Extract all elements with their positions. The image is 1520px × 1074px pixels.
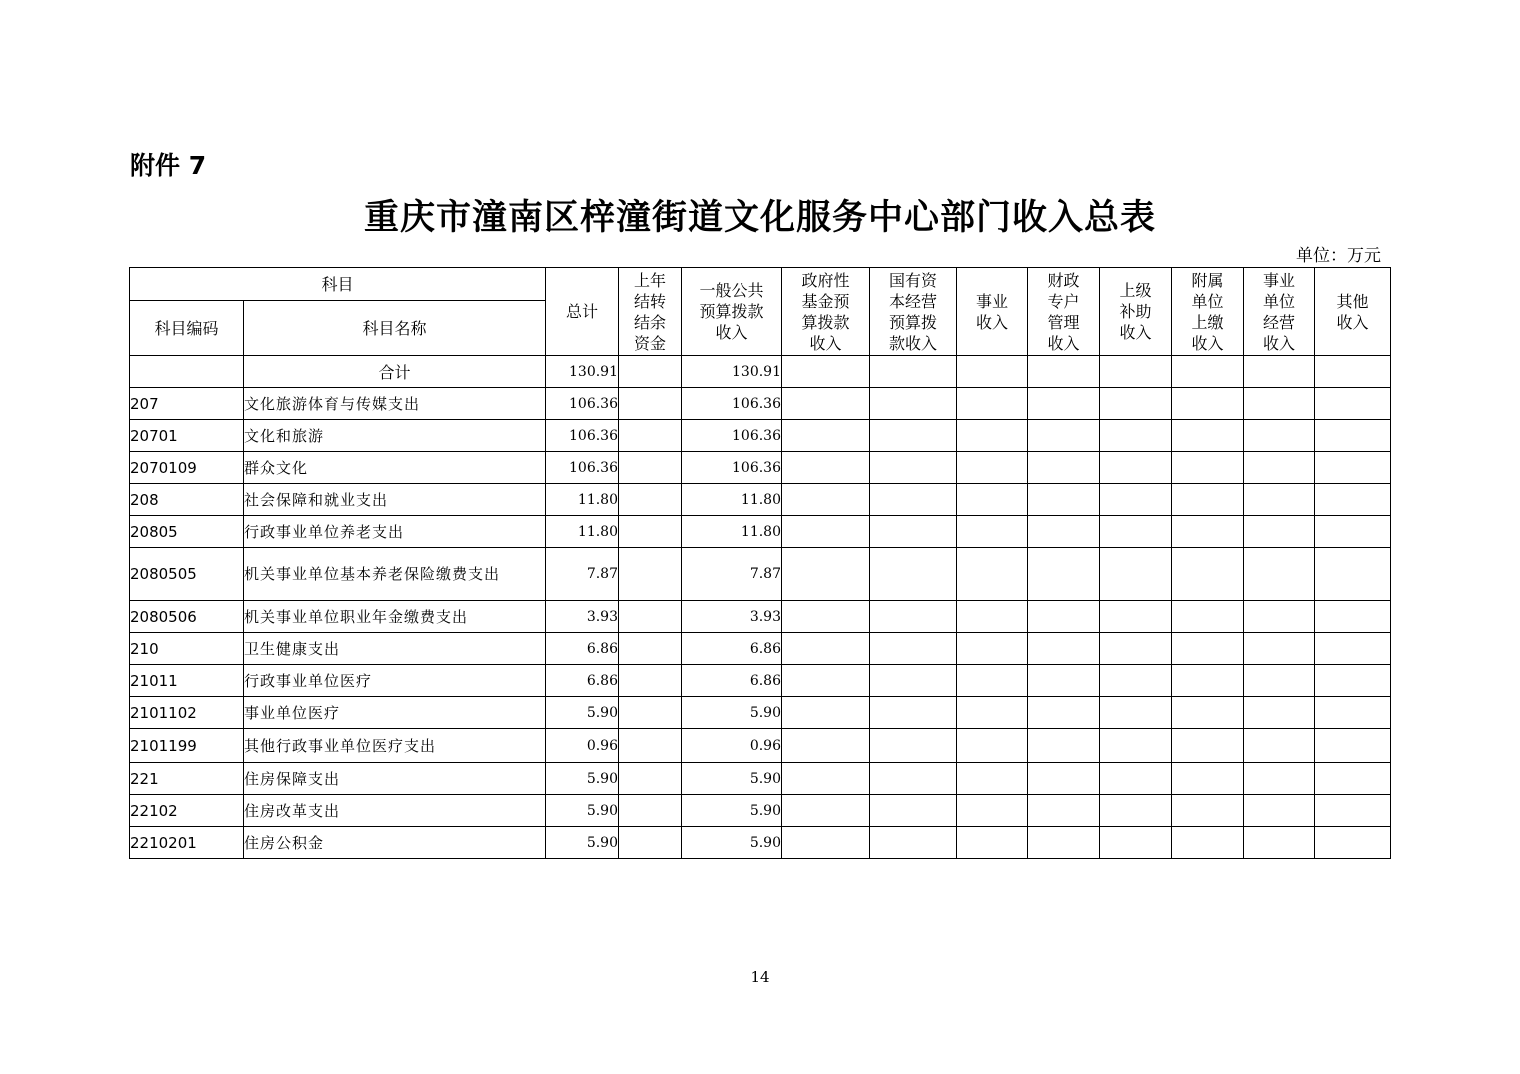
income-table	[129, 267, 1391, 859]
summary-general: 130.91	[682, 356, 782, 388]
row-general: 5.90	[682, 697, 782, 729]
row-code: 20701	[130, 420, 244, 452]
table-row	[130, 516, 1391, 548]
row-code: 21011	[130, 665, 244, 697]
row-name: 其他行政事业单位医疗支出	[244, 729, 546, 763]
table-row	[130, 388, 1391, 420]
row-name: 卫生健康支出	[244, 633, 546, 665]
row-total: 5.90	[546, 763, 619, 795]
table-row	[130, 763, 1391, 795]
row-name: 住房改革支出	[244, 795, 546, 827]
row-name: 住房保障支出	[244, 763, 546, 795]
table-row	[130, 795, 1391, 827]
table-row	[130, 665, 1391, 697]
row-code: 207	[130, 388, 244, 420]
table-header	[130, 268, 1391, 356]
row-name: 住房公积金	[244, 827, 546, 859]
row-general: 6.86	[682, 665, 782, 697]
row-general: 11.80	[682, 484, 782, 516]
header-business-income: 事业 收入	[957, 268, 1028, 356]
row-code: 208	[130, 484, 244, 516]
header-code: 科目编码	[130, 301, 244, 356]
row-code: 20805	[130, 516, 244, 548]
header-subject: 科目	[130, 268, 546, 301]
row-general: 6.86	[682, 633, 782, 665]
table-row	[130, 729, 1391, 763]
row-code: 2070109	[130, 452, 244, 484]
table-row	[130, 452, 1391, 484]
row-code: 22102	[130, 795, 244, 827]
row-total: 11.80	[546, 484, 619, 516]
table-row	[130, 548, 1391, 601]
header-general-budget: 一般公共 预算拨款 收入	[682, 268, 782, 356]
table-row	[130, 633, 1391, 665]
row-general: 0.96	[682, 729, 782, 763]
row-general: 11.80	[682, 516, 782, 548]
row-general: 5.90	[682, 795, 782, 827]
row-total: 0.96	[546, 729, 619, 763]
row-total: 106.36	[546, 420, 619, 452]
table-body	[130, 356, 1391, 859]
row-name: 文化和旅游	[244, 420, 546, 452]
row-total: 6.86	[546, 665, 619, 697]
table-row	[130, 420, 1391, 452]
header-affiliated-remit: 附属 单位 上缴 收入	[1172, 268, 1244, 356]
row-name: 行政事业单位医疗	[244, 665, 546, 697]
row-code: 2080505	[130, 548, 244, 601]
row-name: 机关事业单位职业年金缴费支出	[244, 601, 546, 633]
header-special-account: 财政 专户 管理 收入	[1028, 268, 1100, 356]
header-superior-subsidy: 上级 补助 收入	[1100, 268, 1172, 356]
row-general: 106.36	[682, 420, 782, 452]
row-total: 7.87	[546, 548, 619, 601]
page-title: 重庆市潼南区梓潼街道文化服务中心部门收入总表	[363, 198, 1156, 238]
table-row	[130, 827, 1391, 859]
table-row	[130, 484, 1391, 516]
row-total: 106.36	[546, 388, 619, 420]
row-code: 2080506	[130, 601, 244, 633]
table-row	[130, 601, 1391, 633]
header-name: 科目名称	[244, 301, 546, 356]
row-name: 群众文化	[244, 452, 546, 484]
row-general: 3.93	[682, 601, 782, 633]
unit-label: 单位：万元	[1296, 246, 1381, 266]
row-name: 文化旅游体育与传媒支出	[244, 388, 546, 420]
table-row	[130, 697, 1391, 729]
row-name: 社会保障和就业支出	[244, 484, 546, 516]
row-general: 106.36	[682, 388, 782, 420]
row-name: 机关事业单位基本养老保险缴费支出	[244, 548, 546, 601]
row-general: 7.87	[682, 548, 782, 601]
row-general: 106.36	[682, 452, 782, 484]
header-gov-fund: 政府性 基金预 算拨款 收入	[782, 268, 870, 356]
row-code: 2101199	[130, 729, 244, 763]
row-name: 行政事业单位养老支出	[244, 516, 546, 548]
header-state-capital: 国有资 本经营 预算拨 款收入	[870, 268, 957, 356]
summary-label: 合计	[244, 356, 546, 388]
summary-total: 130.91	[546, 356, 619, 388]
row-general: 5.90	[682, 827, 782, 859]
row-name: 事业单位医疗	[244, 697, 546, 729]
header-other-income: 其他 收入	[1315, 268, 1391, 356]
row-code: 221	[130, 763, 244, 795]
row-total: 6.86	[546, 633, 619, 665]
page-number: 14	[750, 968, 770, 986]
row-code: 210	[130, 633, 244, 665]
row-total: 5.90	[546, 697, 619, 729]
row-code: 2101102	[130, 697, 244, 729]
summary-row	[130, 356, 1391, 388]
row-total: 5.90	[546, 827, 619, 859]
row-total: 106.36	[546, 452, 619, 484]
header-total: 总计	[546, 268, 619, 356]
row-code: 2210201	[130, 827, 244, 859]
row-total: 3.93	[546, 601, 619, 633]
row-total: 11.80	[546, 516, 619, 548]
row-total: 5.90	[546, 795, 619, 827]
attachment-label: 附件 7	[130, 151, 207, 180]
header-unit-operation: 事业 单位 经营 收入	[1244, 268, 1315, 356]
header-carryover: 上年 结转 结余 资金	[619, 268, 682, 356]
row-general: 5.90	[682, 763, 782, 795]
